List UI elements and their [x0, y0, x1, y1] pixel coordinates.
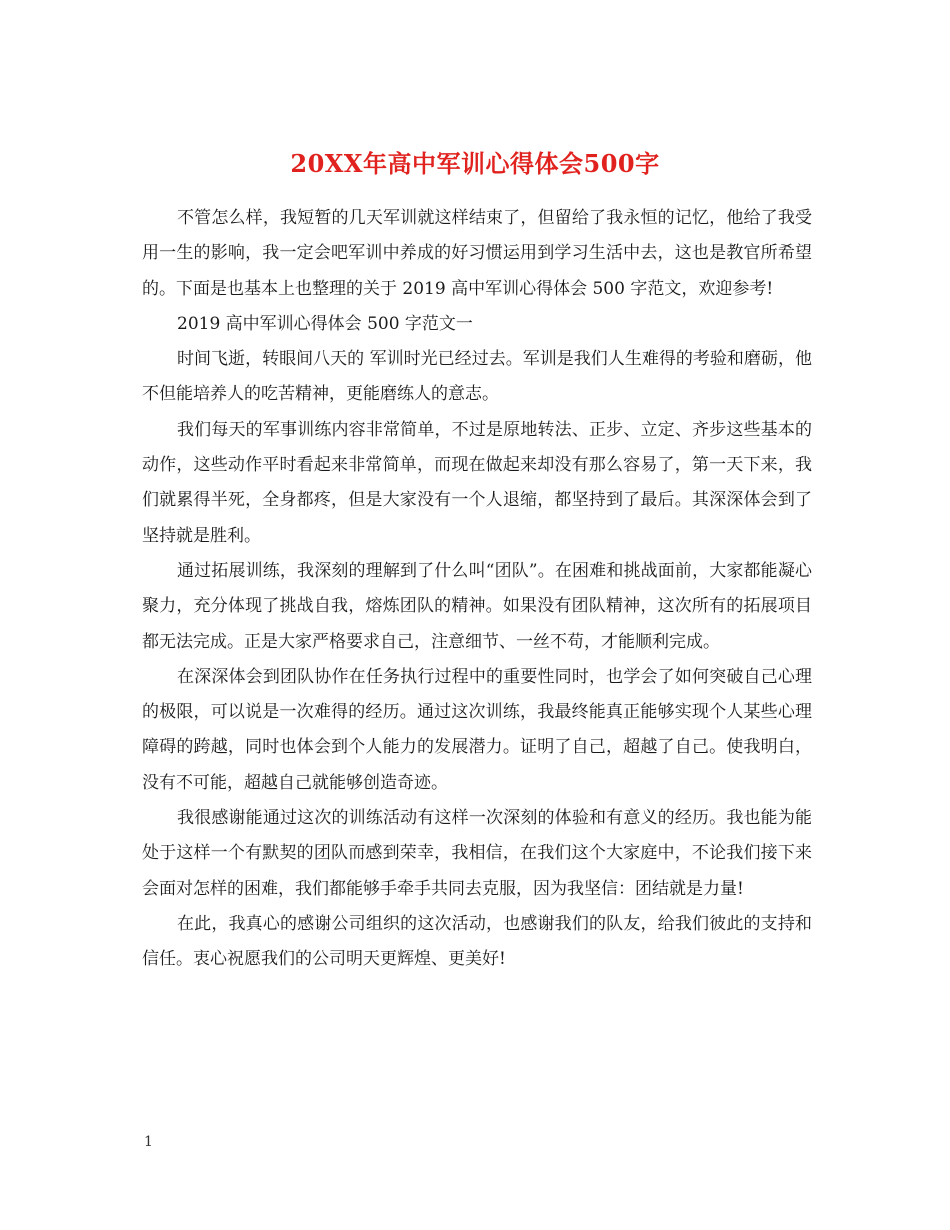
- paragraph-gratitude: 我很感谢能通过这次的训练活动有这样一次深刻的体验和有意义的经历。我也能为能处于这样一个有默契的团队而感到荣幸，我相信，在我们这个大家庭中，不论我们接下来会面对怎样的困难，我们都能够手牵手共同去克服，因为我坚信：团结就是力量!: [142, 808, 812, 899]
- paragraph-breakthrough: 在深深体会到团队协作在任务执行过程中的重要性同时，也学会了如何突破自己心理的极限，可以说是一次难得的经历。通过这次训练，我最终能真正能够实现个人某些心理障碍的跨越，同时也体会到个人能力的发展潜力。证明了自己，超越了自己。使我明白，没有不可能，超越自己就能够创造奇迹。: [142, 666, 812, 793]
- paragraph-team: 通过拓展训练，我深刻的理解到了什么叫“团队”。在困难和挑战面前，大家都能凝心聚力，充分体现了挑战自我，熔炼团队的精神。如果没有团队精神，这次所有的拓展项目都无法完成。正是大家严格要求自己，注意细节、一丝不苟，才能顺利完成。: [142, 560, 812, 652]
- section-heading: 2019 高中军训心得体会 500 字范文一: [177, 313, 473, 334]
- paragraph-intro: 不管怎么样，我短暂的几天军训就这样结束了，但留给了我永恒的记忆，他给了我受用一生的影响，我一定会吧军训中养成的好习惯运用到学习生活中去，这也是教官所希望的。下面是也基本上也整理的关于 2019 高中军训心得体会 500 字范文，欢迎参考!: [142, 208, 812, 299]
- document-title: 20XX年高中军训心得体会500字: [290, 149, 660, 179]
- paragraph-closing: 在此，我真心的感谢公司组织的这次活动，也感谢我们的队友，给我们彼此的支持和信任。衷心祝愿我们的公司明天更辉煌、更美好!: [142, 913, 812, 970]
- document-body: [142, 201, 812, 978]
- page-number: 1: [144, 1134, 153, 1150]
- paragraph-time-flies: 时间飞逝，转眼间八天的 军训时光已经过去。军训是我们人生难得的考验和磨砺，他不但能培养人的吃苦精神，更能磨练人的意志。: [142, 349, 812, 405]
- paragraph-daily-training: 我们每天的军事训练内容非常简单，不过是原地转法、正步、立定、齐步这些基本的动作，这些动作平时看起来非常简单，而现在做起来却没有那么容易了，第一天下来，我们就累得半死，全身都疼，但是大家没有一个人退缩，都坚持到了最后。其深深体会到了坚持就是胜利。: [142, 419, 812, 546]
